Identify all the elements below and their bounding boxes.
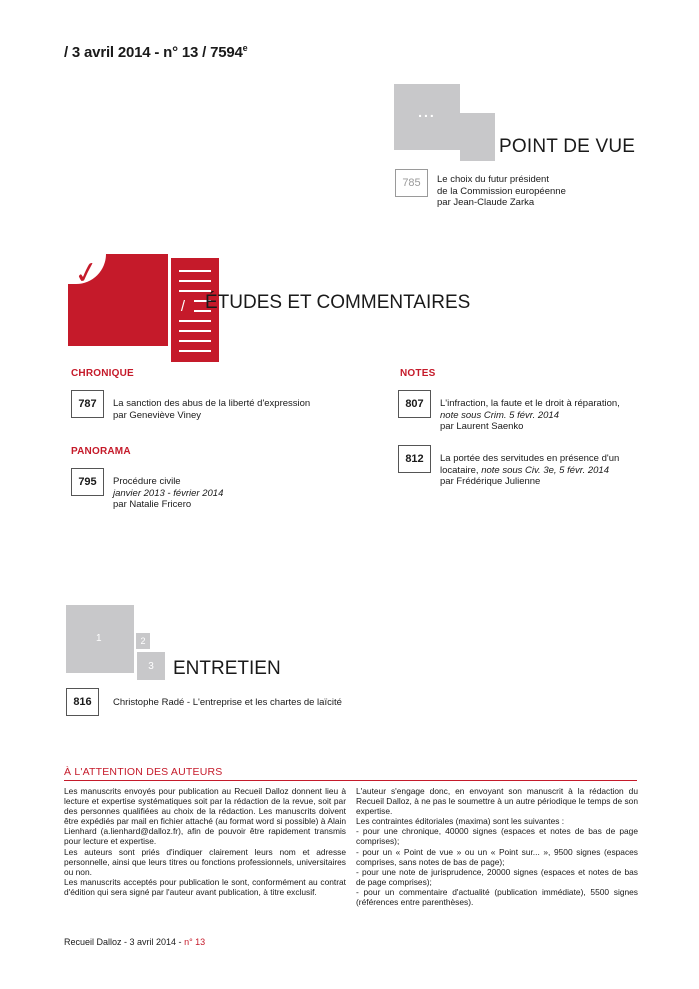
paragraph: - pour une chronique, 40000 signes (espaces et notes de bas de page comprises); <box>356 826 638 847</box>
entry-title: L'infraction, la faute et le droit à réparation, <box>440 398 620 409</box>
entry-text: locataire, <box>440 464 482 476</box>
entretien-icon <box>66 605 134 673</box>
label-panorama: PANORAMA <box>71 446 131 457</box>
footer-issue-number: n° 13 <box>184 937 206 947</box>
footer-text: Recueil Dalloz - 3 avril 2014 - <box>64 937 185 947</box>
entry-author: par Natalie Fricero <box>113 499 192 510</box>
entry-ref: note sous Civ. 3e, 5 févr. 2014 <box>481 464 609 476</box>
entry-author: par Jean-Claude Zarka <box>437 197 535 208</box>
label-notes: NOTES <box>400 368 436 379</box>
page-number-785[interactable]: 785 <box>395 169 428 197</box>
entry-chronique[interactable] <box>113 398 310 421</box>
paragraph: Les auteurs sont priés d'indiquer clairement leurs nom et adresse personnelle, ainsi que leurs titres ou fonctions professionnels, universitaires ou non. <box>64 846 346 877</box>
entry-note-812[interactable] <box>440 453 619 488</box>
entry-subtitle: janvier 2013 - février 2014 <box>113 487 224 499</box>
label-chronique: CHRONIQUE <box>71 368 134 379</box>
point-de-vue-block <box>460 113 495 161</box>
paragraph: Les manuscrits acceptés pour publication le sont, conformément au contrat d'édition qui sera signé par l'auteur avant publication, à titre exclusif. <box>64 876 346 897</box>
entry-title: La portée des servitudes en présence d'un <box>440 453 620 464</box>
checkmark-icon: ✓ <box>71 255 102 292</box>
page-number-812[interactable]: 812 <box>398 445 431 473</box>
section-title-etudes: ÉTUDES ET COMMENTAIRES <box>205 292 471 313</box>
paragraph: - pour un commentaire d'actualité (publication immédiate), 5500 signes (références entre parenthèses). <box>356 886 638 908</box>
entry-note-807[interactable] <box>440 398 620 433</box>
page-number-787[interactable]: 787 <box>71 390 104 418</box>
entretien-num-1: 1 <box>96 633 102 644</box>
entry-author: par Frédérique Julienne <box>440 476 541 487</box>
page-number-816[interactable]: 816 <box>66 688 99 716</box>
entry-title-cont: de la Commission européenne <box>437 185 566 197</box>
paragraph: - pour une note de jurisprudence, 20000 signes (espaces et notes de bas de page comprises); <box>356 866 638 887</box>
divider <box>64 780 637 781</box>
entretien-num-2: 2 <box>134 633 150 649</box>
paragraph: Les contraintes éditoriales (maxima) sont les suivantes : <box>356 816 565 827</box>
paragraph: - pour un « Point de vue » ou un « Point sur... », 9500 signes (espaces comprises, sans notes de bas de page); <box>356 846 638 867</box>
entry-panorama[interactable] <box>113 476 223 511</box>
entry-entretien[interactable]: Christophe Radé - L'entreprise et les chartes de laïcité <box>113 697 342 708</box>
entry-author: par Geneviève Viney <box>113 409 202 421</box>
dots-icon: ... <box>418 104 436 120</box>
page-number-795[interactable]: 795 <box>71 468 104 496</box>
attention-title: À L'ATTENTION DES AUTEURS <box>64 766 223 778</box>
entry-title: La sanction des abus de la liberté d'expression <box>113 398 311 409</box>
entry-point-de-vue[interactable] <box>437 174 566 209</box>
section-title-point-de-vue: POINT DE VUE <box>499 136 636 157</box>
entry-ref: note sous Crim. 5 févr. 2014 <box>440 409 559 421</box>
entretien-num-3: 3 <box>137 652 165 680</box>
slash-icon: / <box>172 295 194 317</box>
issue-text: / 3 avril 2014 - n° 13 / 7594 <box>64 44 243 61</box>
section-title-entretien: ENTRETIEN <box>173 658 281 679</box>
point-de-vue-icon <box>394 84 460 150</box>
issue-sup: e <box>242 43 248 53</box>
attention-right-column <box>356 786 638 907</box>
page-footer <box>64 937 205 947</box>
issue-header <box>64 43 247 61</box>
entry-title: Procédure civile <box>113 476 181 487</box>
entry-title: Le choix du futur président <box>437 174 549 185</box>
paragraph: L'auteur s'engage donc, en envoyant son manuscrit à la rédaction du Recueil Dalloz, à ne pas le soumettre à un autre périodique le temps de son expertise. <box>356 786 638 817</box>
entry-title-cont <box>440 465 619 477</box>
paragraph: Les manuscrits envoyés pour publication au Recueil Dalloz donnent lieu à lecture et expertise systématiques soit par la rédaction de la revue, soit par des personnes qualifiées au choix de la rédaction. Les manuscrits doivent être expédiés par mail en fichier attaché (au format word si possible) à Alain Lienhard (a.lienhard@dalloz.fr), afin de pouvoir être rapidement transmis pour lecture et expertise. <box>64 786 346 847</box>
attention-left-column <box>64 786 346 897</box>
entry-author: par Laurent Saenko <box>440 421 524 432</box>
page-number-807[interactable]: 807 <box>398 390 431 418</box>
